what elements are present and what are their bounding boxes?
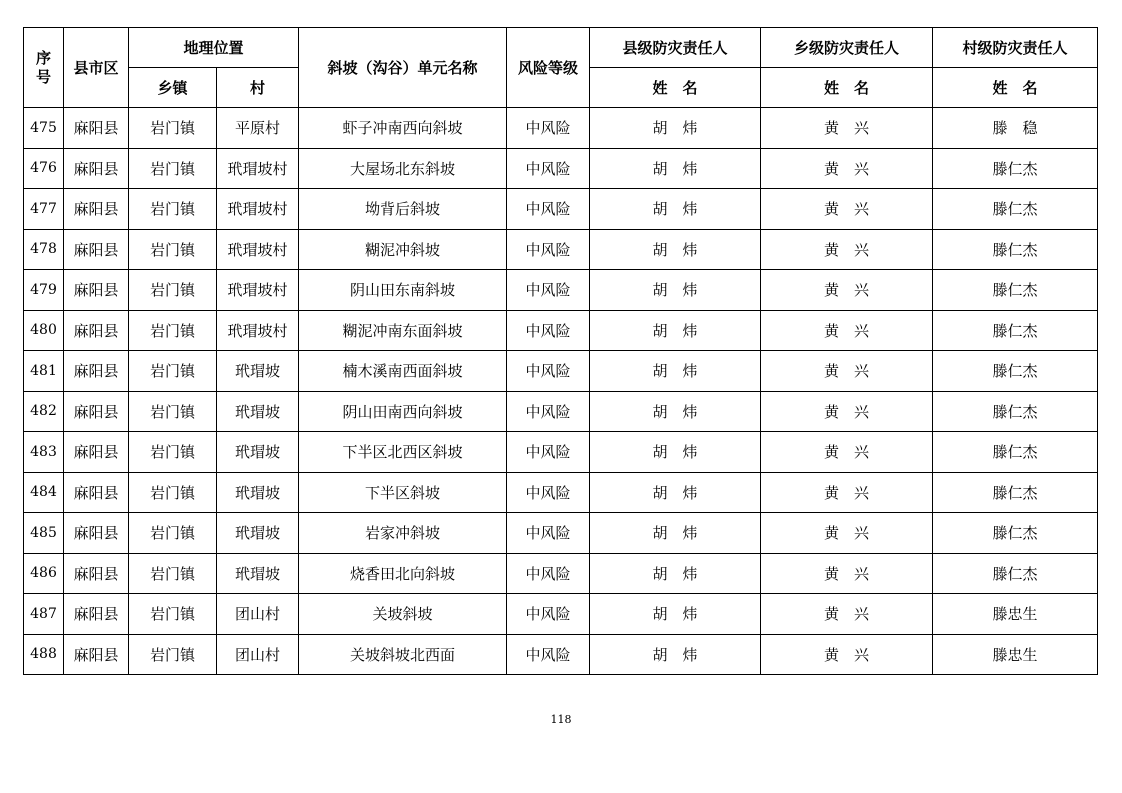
cell-county-responsible: 胡 炜: [590, 391, 761, 432]
cell-county: 麻阳县: [64, 513, 129, 554]
cell-village-responsible: 滕忠生: [933, 634, 1098, 675]
cell-unit-name: 下半区斜坡: [299, 472, 507, 513]
cell-seq: 483: [24, 432, 64, 473]
cell-risk-level: 中风险: [507, 310, 590, 351]
cell-unit-name: 关坡斜坡: [299, 594, 507, 635]
table-row: [24, 310, 1098, 351]
cell-county-responsible: 胡 炜: [590, 310, 761, 351]
cell-county-responsible: 胡 炜: [590, 594, 761, 635]
risk-responsibility-table: [23, 27, 1098, 675]
table-row: [24, 148, 1098, 189]
cell-village-responsible: 滕仁杰: [933, 229, 1098, 270]
cell-town-responsible: 黄 兴: [761, 310, 933, 351]
cell-unit-name: 烧香田北向斜坡: [299, 553, 507, 594]
page-number: 118: [550, 713, 572, 726]
cell-county-responsible: 胡 炜: [590, 270, 761, 311]
table-row: [24, 634, 1098, 675]
cell-risk-level: 中风险: [507, 351, 590, 392]
cell-township: 岩门镇: [129, 108, 217, 149]
table-body: [24, 108, 1098, 675]
cell-county: 麻阳县: [64, 432, 129, 473]
cell-town-responsible: 黄 兴: [761, 634, 933, 675]
cell-unit-name: 阴山田南西向斜坡: [299, 391, 507, 432]
cell-unit-name: 糊泥冲斜坡: [299, 229, 507, 270]
cell-township: 岩门镇: [129, 148, 217, 189]
cell-town-responsible: 黄 兴: [761, 553, 933, 594]
cell-county: 麻阳县: [64, 148, 129, 189]
cell-seq: 486: [24, 553, 64, 594]
cell-village-responsible: 滕仁杰: [933, 270, 1098, 311]
cell-seq: 476: [24, 148, 64, 189]
cell-seq: 475: [24, 108, 64, 149]
cell-seq: 482: [24, 391, 64, 432]
cell-village: 团山村: [217, 634, 299, 675]
cell-seq: 485: [24, 513, 64, 554]
cell-county-responsible: 胡 炜: [590, 432, 761, 473]
header-village: 村: [217, 68, 299, 108]
table-row: [24, 391, 1098, 432]
header-seq-line1: 序: [35, 48, 51, 67]
cell-risk-level: 中风险: [507, 634, 590, 675]
cell-unit-name: 糊泥冲南东面斜坡: [299, 310, 507, 351]
header-town-responsible: 乡级防灾责任人: [761, 28, 933, 68]
cell-county-responsible: 胡 炜: [590, 229, 761, 270]
header-county-name-label: 姓 名: [590, 68, 761, 108]
cell-unit-name: 楠木溪南西面斜坡: [299, 351, 507, 392]
table-row: [24, 472, 1098, 513]
cell-county: 麻阳县: [64, 553, 129, 594]
cell-risk-level: 中风险: [507, 594, 590, 635]
cell-unit-name: 虾子冲南西向斜坡: [299, 108, 507, 149]
cell-township: 岩门镇: [129, 270, 217, 311]
header-township: 乡镇: [129, 68, 217, 108]
header-county-responsible: 县级防灾责任人: [590, 28, 761, 68]
table-row: [24, 432, 1098, 473]
header-row-1: [24, 28, 1098, 68]
cell-village-responsible: 滕仁杰: [933, 432, 1098, 473]
cell-risk-level: 中风险: [507, 229, 590, 270]
cell-seq: 484: [24, 472, 64, 513]
cell-village-responsible: 滕仁杰: [933, 351, 1098, 392]
cell-seq: 481: [24, 351, 64, 392]
cell-village: 玳瑁坡: [217, 351, 299, 392]
cell-township: 岩门镇: [129, 351, 217, 392]
cell-risk-level: 中风险: [507, 148, 590, 189]
cell-town-responsible: 黄 兴: [761, 189, 933, 230]
cell-county-responsible: 胡 炜: [590, 553, 761, 594]
cell-town-responsible: 黄 兴: [761, 270, 933, 311]
cell-village-responsible: 滕仁杰: [933, 553, 1098, 594]
cell-county: 麻阳县: [64, 310, 129, 351]
cell-unit-name: 关坡斜坡北西面: [299, 634, 507, 675]
cell-village: 玳瑁坡: [217, 472, 299, 513]
cell-village: 玳瑁坡: [217, 513, 299, 554]
cell-township: 岩门镇: [129, 594, 217, 635]
cell-village: 平原村: [217, 108, 299, 149]
cell-unit-name: 下半区北西区斜坡: [299, 432, 507, 473]
cell-county: 麻阳县: [64, 391, 129, 432]
cell-county: 麻阳县: [64, 351, 129, 392]
cell-risk-level: 中风险: [507, 513, 590, 554]
cell-unit-name: 阴山田东南斜坡: [299, 270, 507, 311]
cell-town-responsible: 黄 兴: [761, 513, 933, 554]
cell-village-responsible: 滕忠生: [933, 594, 1098, 635]
cell-town-responsible: 黄 兴: [761, 472, 933, 513]
cell-county-responsible: 胡 炜: [590, 148, 761, 189]
cell-risk-level: 中风险: [507, 472, 590, 513]
cell-village-responsible: 滕仁杰: [933, 189, 1098, 230]
cell-township: 岩门镇: [129, 310, 217, 351]
cell-township: 岩门镇: [129, 553, 217, 594]
cell-township: 岩门镇: [129, 472, 217, 513]
header-county: 县市区: [64, 28, 129, 108]
cell-county-responsible: 胡 炜: [590, 351, 761, 392]
cell-county: 麻阳县: [64, 229, 129, 270]
cell-county-responsible: 胡 炜: [590, 513, 761, 554]
cell-town-responsible: 黄 兴: [761, 391, 933, 432]
cell-county: 麻阳县: [64, 108, 129, 149]
cell-seq: 478: [24, 229, 64, 270]
cell-township: 岩门镇: [129, 229, 217, 270]
cell-county-responsible: 胡 炜: [590, 108, 761, 149]
cell-township: 岩门镇: [129, 513, 217, 554]
cell-county: 麻阳县: [64, 189, 129, 230]
cell-village-responsible: 滕仁杰: [933, 391, 1098, 432]
header-risk-level: 风险等级: [507, 28, 590, 108]
cell-village-responsible: 滕仁杰: [933, 148, 1098, 189]
table-row: [24, 553, 1098, 594]
cell-village: 玳瑁坡: [217, 553, 299, 594]
cell-village: 玳瑁坡村: [217, 148, 299, 189]
cell-township: 岩门镇: [129, 634, 217, 675]
cell-town-responsible: 黄 兴: [761, 148, 933, 189]
cell-village: 玳瑁坡村: [217, 229, 299, 270]
header-village-name-label: 姓 名: [933, 68, 1098, 108]
cell-town-responsible: 黄 兴: [761, 432, 933, 473]
cell-unit-name: 大屋场北东斜坡: [299, 148, 507, 189]
header-seq: [24, 28, 64, 108]
cell-village-responsible: 滕仁杰: [933, 310, 1098, 351]
cell-town-responsible: 黄 兴: [761, 594, 933, 635]
table-row: [24, 594, 1098, 635]
cell-village-responsible: 滕仁杰: [933, 472, 1098, 513]
header-village-responsible: 村级防灾责任人: [933, 28, 1098, 68]
cell-unit-name: 坳背后斜坡: [299, 189, 507, 230]
cell-town-responsible: 黄 兴: [761, 351, 933, 392]
cell-county: 麻阳县: [64, 594, 129, 635]
cell-risk-level: 中风险: [507, 270, 590, 311]
cell-township: 岩门镇: [129, 391, 217, 432]
cell-risk-level: 中风险: [507, 432, 590, 473]
cell-village-responsible: 滕仁杰: [933, 513, 1098, 554]
table-row: [24, 189, 1098, 230]
cell-village: 玳瑁坡村: [217, 189, 299, 230]
cell-village: 玳瑁坡村: [217, 270, 299, 311]
cell-village: 玳瑁坡村: [217, 310, 299, 351]
cell-county: 麻阳县: [64, 270, 129, 311]
cell-county-responsible: 胡 炜: [590, 472, 761, 513]
cell-seq: 477: [24, 189, 64, 230]
cell-county-responsible: 胡 炜: [590, 634, 761, 675]
cell-township: 岩门镇: [129, 189, 217, 230]
cell-village: 团山村: [217, 594, 299, 635]
table-row: [24, 229, 1098, 270]
header-geo-location: 地理位置: [129, 28, 299, 68]
table-row: [24, 270, 1098, 311]
cell-risk-level: 中风险: [507, 189, 590, 230]
cell-village: 玳瑁坡: [217, 391, 299, 432]
table-row: [24, 513, 1098, 554]
table-row: [24, 351, 1098, 392]
cell-risk-level: 中风险: [507, 391, 590, 432]
cell-county: 麻阳县: [64, 472, 129, 513]
header-seq-line2: 号: [35, 67, 51, 86]
cell-town-responsible: 黄 兴: [761, 229, 933, 270]
header-unit-name: 斜坡（沟谷）单元名称: [299, 28, 507, 108]
cell-county: 麻阳县: [64, 634, 129, 675]
table-header: [24, 28, 1098, 108]
cell-township: 岩门镇: [129, 432, 217, 473]
cell-seq: 479: [24, 270, 64, 311]
cell-seq: 480: [24, 310, 64, 351]
cell-seq: 488: [24, 634, 64, 675]
cell-risk-level: 中风险: [507, 108, 590, 149]
cell-county-responsible: 胡 炜: [590, 189, 761, 230]
cell-town-responsible: 黄 兴: [761, 108, 933, 149]
header-town-name-label: 姓 名: [761, 68, 933, 108]
cell-seq: 487: [24, 594, 64, 635]
cell-village: 玳瑁坡: [217, 432, 299, 473]
cell-village-responsible: 滕 稳: [933, 108, 1098, 149]
cell-risk-level: 中风险: [507, 553, 590, 594]
cell-unit-name: 岩家冲斜坡: [299, 513, 507, 554]
table-row: [24, 108, 1098, 149]
